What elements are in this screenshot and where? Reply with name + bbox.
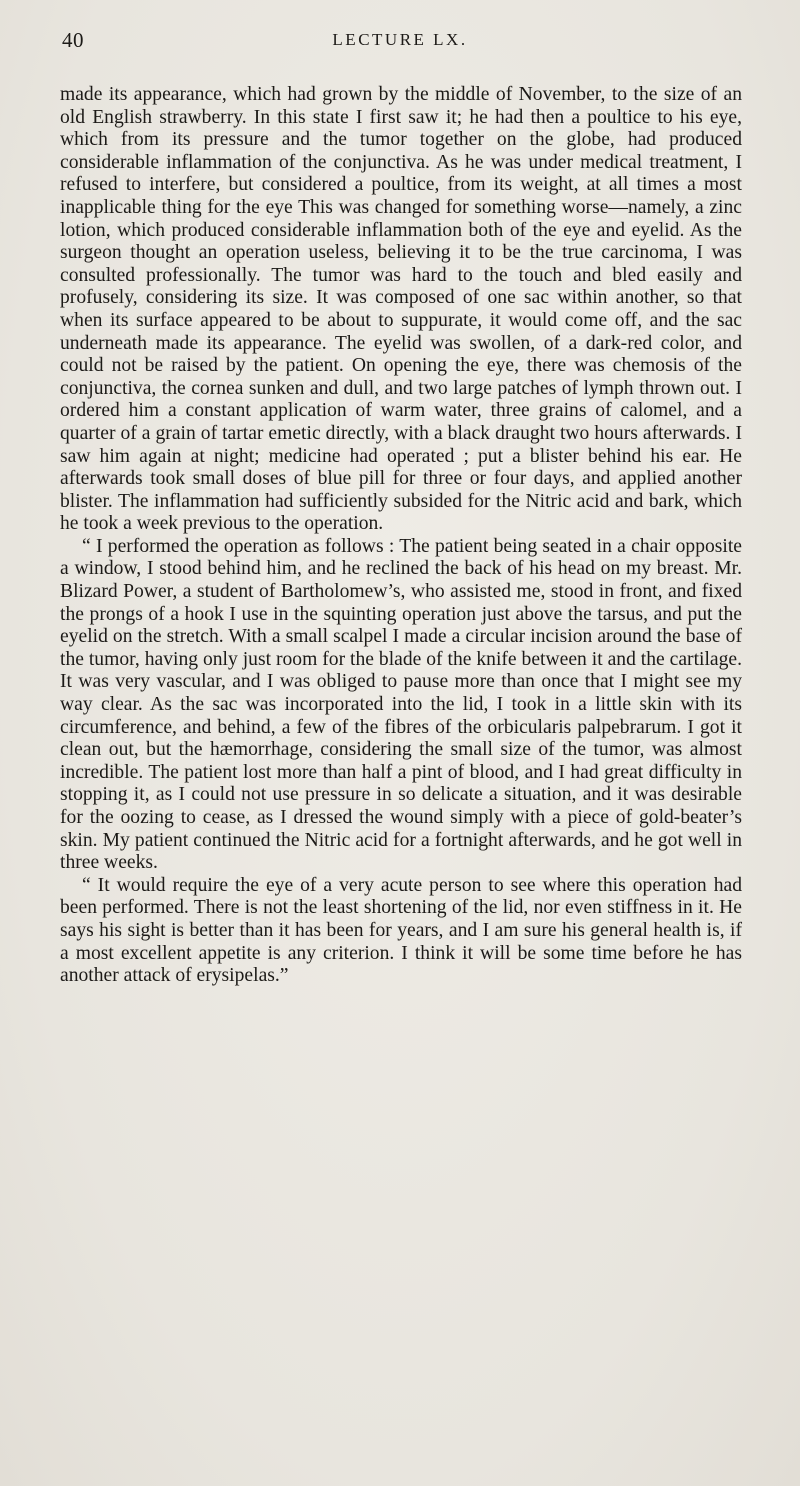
running-head: LECTURE LX. xyxy=(332,30,468,49)
paragraph-3: “ It would require the eye of a very acute person to see where this operation had been performed. There is not the least shortening of the lid, nor even stiffness in it. He says his sight is better than it has been for years, and I am sure his general health is, if a most excellent appetite is any criterion. I think it will be some time before he has another attack of erysipelas.” xyxy=(60,874,742,987)
body-text xyxy=(60,84,742,988)
paragraph-2: “ I performed the operation as follows : The patient being seated in a chair opposite a window, I stood behind him, and he reclined the back of his head on my breast. Mr. Blizard Power, a student of Bartholomew’s, who assisted me, stood in front, and fixed the prongs of a hook I use in the squinting operation just above the tarsus, and put the eyelid on the stretch. With a small scalpel I made a circular incision around the base of the tumor, having only just room for the blade of the knife between it and the cartilage. It was very vascular, and I was obliged to pause more than once that I might see my way clear. As the sac was incorporated into the lid, I took in a little skin with its circumference, and behind, a few of the fibres of the orbicularis palpebrarum. I got it clean out, but the hæmorrhage, considering the small size of the tumor, was almost incredible. The patient lost more than half a pint of blood, and I had great difficulty in stopping it, as I could not use pressure in so delicate a situation, and it was desirable for the oozing to cease, as I dressed the wound simply with a piece of gold-beater’s skin. My patient continued the Nitric acid for a fortnight afterwards, and he got well in three weeks. xyxy=(60,535,742,874)
page-header xyxy=(60,28,740,58)
paragraph-1: made its appearance, which had grown by the middle of November, to the size of an old English strawberry. In this state I first saw it; he had then a poultice to his eye, which from its pressure and the tumor together on the globe, had produced considerable inflammation of the conjunctiva. As he was under medical treatment, I refused to interfere, but considered a poultice, from its weight, at all times a most inapplicable thing for the eye This was changed for something worse—namely, a zinc lotion, which produced considerable inflammation both of the eye and eyelid. As the surgeon thought an operation useless, believing it to be the true carcinoma, I was consulted professionally. The tumor was hard to the touch and bled easily and profusely, considering its size. It was composed of one sac within another, so that when its surface appeared to be about to suppurate, it would come off, and the sac underneath made its appearance. The eyelid was swollen, of a dark-red color, and could not be raised by the patient. On opening the eye, there was chemosis of the conjunctiva, the cornea sunken and dull, and two large patches of lymph thrown out. I ordered him a constant application of warm water, three grains of calomel, and a quarter of a grain of tartar emetic directly, with a black draught two hours afterwards. I saw him again at night; medicine had operated ; put a blister behind his ear. He afterwards took small doses of blue pill for three or four days, and applied another blister. The inflammation had sufficiently subsided for the Nitric acid and bark, which he took a week previous to the operation. xyxy=(60,84,742,535)
page-number: 40 xyxy=(62,28,84,52)
